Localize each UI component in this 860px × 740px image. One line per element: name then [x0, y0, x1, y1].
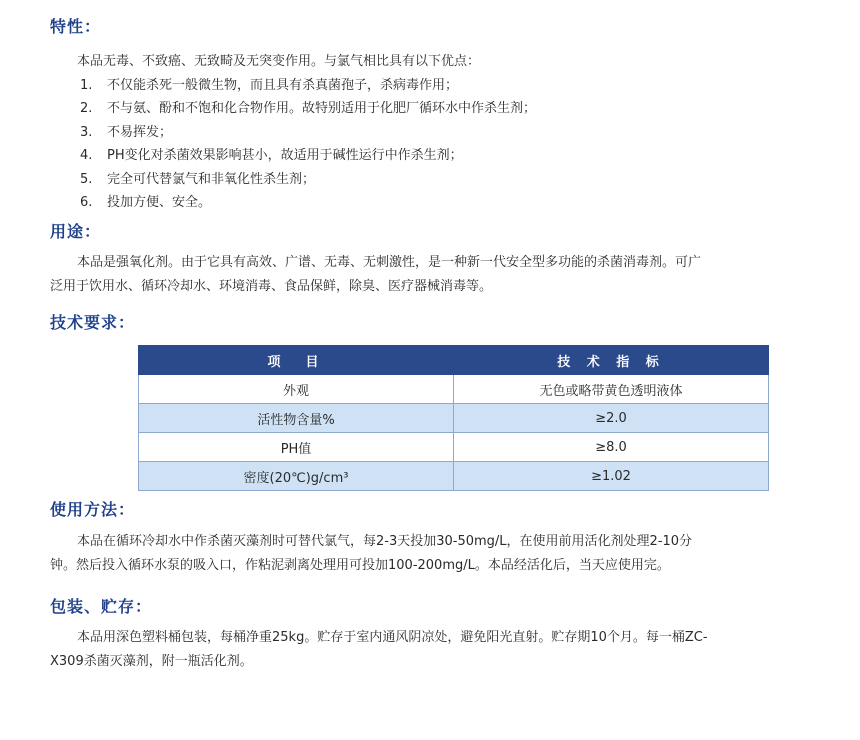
spec-value-cell: 无色或略带黄色透明液体 — [454, 375, 769, 404]
spec-table — [138, 345, 769, 491]
spec-table-header-row — [139, 346, 769, 375]
features-list — [50, 74, 810, 215]
spec-table-row — [139, 433, 769, 462]
spec-table-row — [139, 404, 769, 433]
packaging-line-1: 本品用深色塑料桶包装，每桶净重25kg。贮存于室内通风阴凉处，避免阳光直射。贮存期10个月。每一桶ZC- — [77, 630, 708, 645]
spec-value-cell: ≥8.0 — [454, 433, 769, 462]
tech-heading: 技术要求： — [50, 313, 136, 332]
feature-item — [50, 168, 810, 192]
feature-item-number: 2. — [80, 101, 93, 116]
features-section — [50, 50, 810, 215]
feature-item-text: 不仅能杀死一般微生物，而且具有杀真菌孢子，杀病毒作用； — [107, 77, 459, 93]
spec-item-cell: 密度(20℃)g/cm³ — [139, 462, 454, 491]
packaging-line-2: X309杀菌灭藻剂，附一瓶活化剂。 — [50, 653, 253, 669]
method-line-2: 钟。然后投入循环水泵的吸入口，作粘泥剥离处理用可投加100-200mg/L。本品经活化后，当天应使用完。 — [50, 557, 670, 573]
spec-table-row — [139, 462, 769, 491]
feature-item-number: 5. — [80, 171, 93, 187]
method-paragraph — [50, 530, 810, 577]
packaging-paragraph — [50, 626, 810, 673]
spec-header-item: 项 目 — [139, 346, 454, 375]
usage-heading: 用途： — [50, 222, 102, 241]
feature-item-number: 4. — [80, 148, 93, 163]
spec-item-cell: PH值 — [139, 433, 454, 462]
spec-value-cell: ≥2.0 — [454, 404, 769, 433]
feature-item — [50, 144, 810, 168]
spec-item-cell: 活性物含量% — [139, 404, 454, 433]
feature-item — [50, 121, 810, 145]
spec-table-body — [139, 375, 769, 491]
feature-item-number: 3. — [80, 124, 93, 140]
packaging-heading: 包装、贮存： — [50, 597, 153, 616]
feature-item — [50, 97, 810, 121]
spec-item-cell: 外观 — [139, 375, 454, 404]
feature-item-text: 不易挥发； — [107, 124, 173, 140]
feature-item-number: 6. — [80, 195, 93, 210]
features-heading: 特性： — [50, 17, 102, 36]
feature-item-text: 不与氨、酚和不饱和化合物作用。故特别适用于化肥厂循环水中作杀生剂； — [107, 101, 537, 116]
method-line-1: 本品在循环冷却水中作杀菌灭藻剂时可替代氯气，每2-3天投加30-50mg/L，在使用前用活化剂处理2-10分 — [77, 534, 693, 549]
feature-item-number: 1. — [80, 77, 93, 93]
feature-item-text: 投加方便、安全。 — [107, 195, 212, 210]
spec-value-cell: ≥1.02 — [454, 462, 769, 491]
spec-table-row — [139, 375, 769, 404]
features-intro: 本品无毒、不致癌、无致畸及无突变作用。与氯气相比具有以下优点： — [77, 54, 481, 69]
feature-item-text: 完全可代替氯气和非氧化性杀生剂； — [107, 171, 316, 187]
feature-item — [50, 74, 810, 98]
method-heading: 使用方法： — [50, 500, 136, 519]
feature-item — [50, 191, 810, 215]
usage-line-1: 本品是强氧化剂。由于它具有高效、广谱、无毒、无刺激性，是一种新一代安全型多功能的杀菌消毒剂。可广 — [77, 255, 702, 270]
usage-line-2: 泛用于饮用水、循环冷却水、环境消毒、食品保鲜，除臭、医疗器械消毒等。 — [50, 278, 493, 294]
spec-header-value: 技 术 指 标 — [454, 346, 769, 375]
feature-item-text: PH变化对杀菌效果影响甚小，故适用于碱性运行中作杀生剂； — [107, 148, 463, 163]
usage-paragraph — [50, 251, 810, 298]
